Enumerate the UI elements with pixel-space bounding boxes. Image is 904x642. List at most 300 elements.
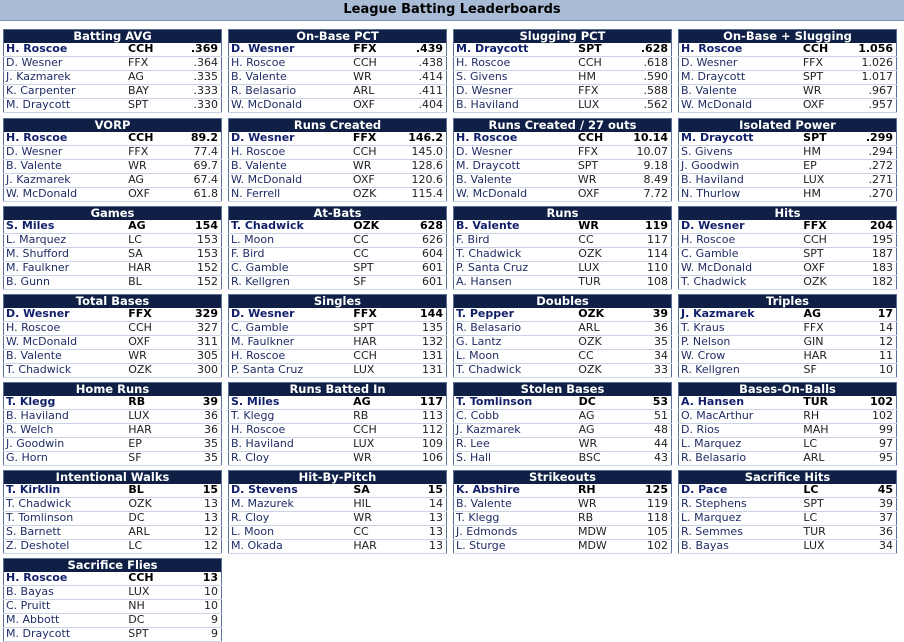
player-name[interactable]: M. Draycott: [456, 43, 529, 55]
leaderboard-row: [454, 187, 672, 201]
team-code: RB: [128, 396, 146, 408]
player-name[interactable]: J. Kazmarek: [6, 70, 71, 83]
player-name[interactable]: L. Moon: [456, 349, 500, 362]
player-name[interactable]: D. Wesner: [456, 145, 513, 158]
player-name[interactable]: J. Kazmarek: [681, 308, 755, 320]
stat-value: 311: [197, 335, 218, 348]
team-code: HAR: [128, 423, 152, 436]
player-name[interactable]: L. Marquez: [6, 233, 67, 246]
stat-value: 77.4: [193, 145, 218, 158]
stat-value: 36: [654, 321, 668, 334]
player-name[interactable]: O. MacArthur: [681, 409, 754, 422]
player-name[interactable]: B. Valente: [231, 70, 287, 83]
stat-value: 35: [204, 451, 218, 464]
stat-value: 43: [654, 451, 668, 464]
stat-value: 601: [422, 275, 443, 288]
team-code: CCH: [353, 56, 377, 69]
player-name[interactable]: R. Lee: [456, 437, 490, 450]
stat-value: 1.026: [861, 56, 893, 69]
leaderboard-row: [4, 261, 222, 275]
team-code: LUX: [128, 585, 150, 598]
leaderboard-row: [454, 70, 672, 84]
leaderboard-row: [679, 84, 897, 98]
player-name[interactable]: J. Goodwin: [681, 159, 740, 172]
player-name[interactable]: B. Haviland: [681, 173, 744, 186]
player-name[interactable]: D. Wesner: [231, 308, 295, 320]
stat-value: 14: [879, 321, 893, 334]
stat-value: 13: [429, 539, 443, 552]
player-name[interactable]: D. Pace: [681, 484, 728, 496]
player-name[interactable]: M. Draycott: [6, 627, 71, 640]
player-name[interactable]: T. Chadwick: [681, 275, 747, 288]
player-name[interactable]: B. Haviland: [456, 98, 519, 111]
leaderboard-row: [229, 132, 447, 145]
player-name[interactable]: G. Lantz: [456, 335, 502, 348]
team-code: ARL: [353, 84, 375, 97]
player-name[interactable]: T. Pepper: [456, 308, 514, 320]
leaderboard-title: Games: [4, 207, 222, 221]
player-name[interactable]: H. Roscoe: [6, 321, 61, 334]
team-code: SPT: [353, 261, 374, 274]
player-name[interactable]: S. Givens: [681, 145, 733, 158]
player-name[interactable]: K. Abshire: [456, 484, 520, 496]
team-code: CCH: [128, 132, 154, 144]
player-name[interactable]: A. Hansen: [456, 275, 512, 288]
player-name[interactable]: T. Tomlinson: [456, 396, 533, 408]
player-name[interactable]: H. Roscoe: [6, 132, 68, 144]
player-name[interactable]: W. McDonald: [231, 173, 303, 186]
stat-value: 102: [647, 539, 668, 552]
player-name[interactable]: M. Okada: [231, 539, 283, 552]
player-name[interactable]: N. Thurlow: [681, 187, 741, 200]
stat-value: 15: [427, 484, 443, 496]
stat-value: .618: [643, 56, 668, 69]
stat-value: 12: [879, 335, 893, 348]
leaderboard-row: [454, 423, 672, 437]
player-name[interactable]: A. Hansen: [681, 396, 745, 408]
player-name[interactable]: D. Stevens: [231, 484, 298, 496]
stat-value: 300: [197, 363, 218, 376]
stat-value: 37: [879, 511, 893, 524]
stat-value: 10.14: [633, 132, 668, 144]
player-name[interactable]: B. Valente: [6, 349, 62, 362]
player-name[interactable]: H. Roscoe: [6, 572, 68, 584]
leaderboard-row: [4, 349, 222, 363]
leaderboard-title: Doubles: [454, 295, 672, 309]
leaderboard-row: [679, 497, 897, 511]
stat-value: 1.056: [858, 43, 893, 55]
player-name[interactable]: B. Valente: [6, 159, 62, 172]
team-code: EP: [803, 159, 817, 172]
team-code: OXF: [802, 98, 825, 111]
player-name[interactable]: R. Kellgren: [681, 363, 740, 376]
team-code: OZK: [352, 187, 377, 200]
player-name[interactable]: Z. Deshotel: [6, 539, 70, 552]
stat-value: 115.4: [411, 187, 443, 200]
team-code: LUX: [803, 173, 825, 186]
team-code: HAR: [803, 349, 827, 362]
team-code: HIL: [353, 497, 372, 510]
player-name[interactable]: W. McDonald: [6, 335, 78, 348]
player-name[interactable]: T. Chadwick: [456, 247, 522, 260]
player-name[interactable]: D. Wesner: [231, 43, 295, 55]
player-name[interactable]: M. Draycott: [456, 159, 521, 172]
player-name[interactable]: B. Valente: [456, 497, 512, 510]
player-name[interactable]: L. Moon: [231, 525, 275, 538]
team-code: CCH: [352, 145, 377, 158]
team-code: WR: [802, 84, 822, 97]
leaderboard-row: [229, 363, 447, 377]
player-name[interactable]: B. Valente: [681, 84, 737, 97]
leaderboard-row: [454, 159, 672, 173]
player-name[interactable]: P. Santa Cruz: [231, 363, 304, 376]
team-code: SPT: [578, 43, 602, 55]
player-name[interactable]: R. Stephens: [681, 497, 747, 510]
leaderboard-row: [4, 220, 222, 233]
player-name[interactable]: M. Draycott: [6, 98, 71, 111]
player-name[interactable]: M. Faulkner: [231, 335, 295, 348]
team-code: CCH: [578, 56, 602, 69]
stat-value: 10: [204, 599, 218, 612]
leaderboard-title: Total Bases: [4, 295, 222, 309]
player-name[interactable]: L. Sturge: [456, 539, 506, 552]
team-code: AG: [353, 396, 371, 408]
leaderboard-title: Runs Created / 27 outs: [454, 119, 672, 133]
leaderboard-on-base-slugging: [678, 29, 897, 113]
leaderboard-title: Intentional Walks: [4, 471, 222, 485]
stat-value: .333: [193, 84, 218, 97]
leaderboard-title: Strikeouts: [454, 471, 672, 485]
leaderboard-row: [4, 396, 222, 409]
leaderboard-row: [679, 220, 897, 233]
leaderboard-row: [454, 173, 672, 187]
leaderboard-row: [454, 396, 672, 409]
player-name[interactable]: M. Mazurek: [231, 497, 294, 510]
stat-value: 13: [204, 511, 218, 524]
leaderboard-batting-avg: [3, 29, 222, 113]
leaderboard-row: [679, 511, 897, 525]
player-name[interactable]: T. Chadwick: [231, 220, 304, 232]
stat-value: 48: [654, 423, 668, 436]
leaderboard-row: [454, 363, 672, 377]
player-name[interactable]: H. Roscoe: [681, 233, 736, 246]
stat-value: 95: [879, 451, 893, 464]
stat-value: 44: [654, 437, 668, 450]
player-name[interactable]: S. Givens: [456, 70, 508, 83]
player-name[interactable]: S. Miles: [231, 396, 280, 408]
stat-value: 132: [422, 335, 443, 348]
team-code: TUR: [578, 275, 601, 288]
player-name[interactable]: H. Roscoe: [231, 56, 286, 69]
stat-value: 601: [422, 261, 443, 274]
leaderboard-row: [229, 56, 447, 70]
stat-value: 110: [647, 261, 668, 274]
player-name[interactable]: B. Valente: [456, 220, 520, 232]
leaderboard-row: [229, 484, 447, 497]
team-code: WR: [128, 349, 147, 362]
leaderboard-bases-on-balls: [678, 382, 897, 466]
leaderboard-row: [4, 585, 222, 599]
player-name[interactable]: K. Carpenter: [6, 84, 76, 97]
player-name[interactable]: D. Wesner: [6, 308, 70, 320]
player-name[interactable]: R. Cloy: [231, 511, 270, 524]
player-name[interactable]: W. McDonald: [231, 98, 303, 111]
team-code: WR: [577, 497, 597, 510]
stat-value: 135: [422, 321, 443, 334]
player-name[interactable]: H. Roscoe: [231, 145, 286, 158]
player-name[interactable]: W. McDonald: [6, 187, 78, 200]
player-name[interactable]: L. Marquez: [681, 511, 742, 524]
team-code: FFX: [803, 220, 827, 232]
team-code: SA: [353, 484, 370, 496]
stat-value: 61.8: [193, 187, 218, 200]
player-name[interactable]: W. McDonald: [681, 98, 753, 111]
leaderboard-row: [679, 145, 897, 159]
player-name[interactable]: S. Hall: [456, 451, 492, 464]
leaderboard-row: [454, 308, 672, 321]
player-name[interactable]: J. Kazmarek: [6, 173, 71, 186]
leaderboard-row: [4, 98, 222, 112]
leaderboard-slugging-pct: [453, 29, 672, 113]
stat-value: 9: [211, 613, 218, 626]
player-name[interactable]: C. Pruitt: [6, 599, 51, 612]
team-code: FFX: [577, 145, 599, 158]
stat-value: 34: [654, 349, 668, 362]
leaderboard-row: [679, 321, 897, 335]
leaderboard-total-bases: [3, 294, 222, 378]
leaderboard-row: [454, 321, 672, 335]
leaderboard-row: [454, 437, 672, 451]
leaderboard-row: [4, 132, 222, 145]
leaderboard-row: [4, 484, 222, 497]
player-name[interactable]: J. Goodwin: [6, 437, 65, 450]
team-code: OXF: [353, 98, 375, 111]
team-code: OZK: [353, 220, 380, 232]
team-code: CC: [578, 349, 594, 362]
leaderboard-title: Hits: [679, 207, 897, 221]
leaderboard-row: [229, 423, 447, 437]
team-code: HM: [803, 145, 821, 158]
team-code: MAH: [803, 423, 829, 436]
team-code: TUR: [803, 525, 826, 538]
team-code: FFX: [128, 56, 149, 69]
leaderboard-row: [679, 43, 897, 56]
stat-value: 108: [647, 275, 668, 288]
team-code: DC: [578, 396, 596, 408]
player-name[interactable]: C. Gamble: [231, 261, 289, 274]
stat-value: 145.0: [411, 145, 443, 158]
player-name[interactable]: T. Chadwick: [6, 497, 72, 510]
player-name[interactable]: H. Roscoe: [456, 132, 518, 144]
leaderboard-title: On-Base + Slugging: [679, 30, 897, 44]
team-code: RH: [577, 484, 596, 496]
stat-value: 13: [202, 572, 218, 584]
team-code: LC: [803, 511, 818, 524]
stat-value: .272: [868, 159, 893, 172]
leaderboard-row: [229, 173, 447, 187]
player-name[interactable]: D. Wesner: [6, 145, 63, 158]
player-name[interactable]: B. Bayas: [6, 585, 54, 598]
player-name[interactable]: B. Gunn: [6, 275, 50, 288]
leaderboard-row: [454, 335, 672, 349]
stat-value: 35: [204, 437, 218, 450]
player-name[interactable]: H. Roscoe: [456, 56, 511, 69]
leaderboard-row: [4, 308, 222, 321]
player-name[interactable]: B. Haviland: [231, 437, 294, 450]
leaderboard-row: [454, 525, 672, 539]
leaderboard-title: Sacrifice Flies: [4, 559, 222, 573]
player-name[interactable]: B. Bayas: [681, 539, 729, 552]
stat-value: 13: [204, 497, 218, 510]
team-code: FFX: [802, 56, 824, 69]
player-name[interactable]: C. Gamble: [231, 321, 289, 334]
player-name[interactable]: D. Wesner: [6, 56, 63, 69]
player-name[interactable]: N. Ferrell: [231, 187, 281, 200]
player-name[interactable]: T. Kraus: [681, 321, 725, 334]
leaderboard-row: [679, 275, 897, 289]
player-name[interactable]: P. Santa Cruz: [456, 261, 529, 274]
player-name[interactable]: H. Roscoe: [681, 43, 743, 55]
player-name[interactable]: H. Roscoe: [6, 43, 68, 55]
player-name[interactable]: T. Klegg: [231, 409, 275, 422]
leaderboard-row: [679, 484, 897, 497]
team-code: SPT: [803, 497, 824, 510]
leaderboard-row: [4, 321, 222, 335]
player-name[interactable]: M. Shufford: [6, 247, 70, 260]
team-code: HAR: [353, 539, 377, 552]
player-name[interactable]: M. Abbott: [6, 613, 60, 626]
player-name[interactable]: R. Belasario: [456, 321, 522, 334]
player-name[interactable]: T. Chadwick: [456, 363, 522, 376]
player-name[interactable]: T. Klegg: [6, 396, 56, 408]
player-name[interactable]: D. Wesner: [456, 84, 513, 97]
team-code: FFX: [353, 308, 377, 320]
leaderboard-row: [454, 84, 672, 98]
team-code: SPT: [128, 98, 149, 111]
team-code: AG: [128, 70, 144, 83]
player-name[interactable]: S. Miles: [6, 220, 55, 232]
team-code: OXF: [803, 261, 826, 274]
team-code: CCH: [803, 233, 827, 246]
stat-value: 39: [202, 396, 218, 408]
player-name[interactable]: G. Horn: [6, 451, 48, 464]
player-name[interactable]: T. Chadwick: [6, 363, 72, 376]
stat-value: 118: [647, 511, 668, 524]
player-name[interactable]: M. Faulkner: [6, 261, 70, 274]
stat-value: .628: [640, 43, 668, 55]
stat-value: 97: [879, 437, 893, 450]
leaderboard-row: [229, 409, 447, 423]
team-code: OZK: [803, 275, 827, 288]
player-name[interactable]: R. Kellgren: [231, 275, 290, 288]
player-name[interactable]: J. Kazmarek: [456, 423, 521, 436]
player-name[interactable]: H. Roscoe: [231, 349, 286, 362]
player-name[interactable]: H. Roscoe: [231, 423, 286, 436]
player-name[interactable]: D. Rios: [681, 423, 720, 436]
leaderboard-row: [454, 349, 672, 363]
player-name[interactable]: P. Nelson: [681, 335, 731, 348]
team-code: FFX: [352, 132, 377, 144]
leaderboard-row: [679, 335, 897, 349]
stat-value: 105: [647, 525, 668, 538]
player-name[interactable]: R. Belasario: [681, 451, 747, 464]
stat-value: 36: [879, 525, 893, 538]
leaderboard-row: [679, 132, 897, 145]
team-code: AG: [578, 409, 595, 422]
player-name[interactable]: R. Cloy: [231, 451, 270, 464]
stat-value: 10: [204, 585, 218, 598]
player-name[interactable]: D. Wesner: [681, 56, 738, 69]
player-name[interactable]: M. Draycott: [681, 132, 754, 144]
leaderboard-title: Runs Batted In: [229, 383, 447, 397]
player-name[interactable]: D. Wesner: [681, 220, 745, 232]
player-name[interactable]: T. Kirklin: [6, 484, 61, 496]
player-name[interactable]: F. Bird: [231, 247, 265, 260]
stat-value: 183: [872, 261, 893, 274]
player-name[interactable]: L. Moon: [231, 233, 275, 246]
player-name[interactable]: B. Valente: [231, 159, 287, 172]
player-name[interactable]: B. Valente: [456, 173, 512, 186]
stat-value: 1.017: [861, 70, 893, 83]
player-name[interactable]: R. Semmes: [681, 525, 743, 538]
player-name[interactable]: B. Haviland: [6, 409, 69, 422]
leaderboard-row: [4, 56, 222, 70]
player-name[interactable]: R. Welch: [6, 423, 54, 436]
team-code: MDW: [577, 525, 607, 538]
team-code: MDW: [577, 539, 607, 552]
team-code: AG: [128, 220, 146, 232]
player-name[interactable]: R. Belasario: [231, 84, 297, 97]
leaderboard-row: [4, 539, 222, 553]
leaderboard-row: [229, 437, 447, 451]
team-code: OXF: [352, 173, 375, 186]
leaderboard-row: [229, 98, 447, 112]
player-name[interactable]: W. Crow: [681, 349, 726, 362]
leaderboard-row: [229, 539, 447, 553]
leaderboard-row: [679, 437, 897, 451]
team-code: OZK: [128, 363, 152, 376]
leaderboard-row: [454, 233, 672, 247]
player-name[interactable]: S. Barnett: [6, 525, 61, 538]
player-name[interactable]: F. Bird: [456, 233, 490, 246]
player-name[interactable]: L. Marquez: [681, 437, 742, 450]
player-name[interactable]: M. Draycott: [681, 70, 746, 83]
team-code: LUX: [353, 363, 375, 376]
team-code: WR: [353, 511, 372, 524]
stat-value: 12: [204, 539, 218, 552]
team-code: OXF: [577, 187, 600, 200]
player-name[interactable]: D. Wesner: [231, 132, 295, 144]
stat-value: .562: [643, 98, 668, 111]
player-name[interactable]: C. Cobb: [456, 409, 500, 422]
team-code: LC: [128, 233, 142, 246]
player-name[interactable]: W. McDonald: [681, 261, 753, 274]
team-code: LC: [803, 437, 818, 450]
player-name[interactable]: T. Tomlinson: [6, 511, 74, 524]
team-code: FFX: [128, 308, 152, 320]
team-code: BAY: [128, 84, 149, 97]
player-name[interactable]: C. Gamble: [681, 247, 739, 260]
team-code: CCH: [128, 572, 154, 584]
player-name[interactable]: W. McDonald: [456, 187, 528, 200]
stat-value: 99: [879, 423, 893, 436]
stat-value: 604: [422, 247, 443, 260]
team-code: CCH: [802, 43, 829, 55]
stat-value: 9: [211, 627, 218, 640]
player-name[interactable]: T. Klegg: [456, 511, 500, 524]
player-name[interactable]: J. Edmonds: [456, 525, 518, 538]
leaderboard-row: [229, 70, 447, 84]
